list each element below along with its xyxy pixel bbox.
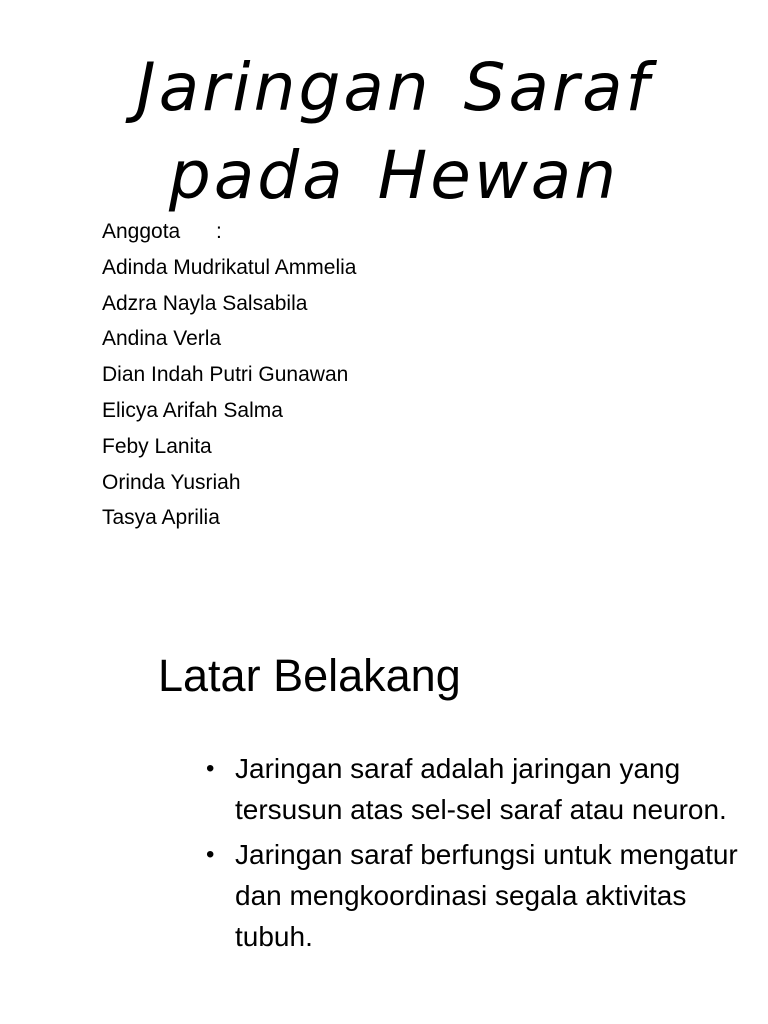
bullet-text: Jaringan saraf adalah jaringan yang tersusun atas sel-sel saraf atau neuron.	[235, 753, 727, 825]
member-item: Orinda Yusriah	[102, 470, 241, 494]
member-item: Elicya Arifah Salma	[102, 398, 283, 422]
member-item: Feby Lanita	[102, 434, 212, 458]
bullet-text: Jaringan saraf berfungsi untuk mengatur dan mengkoordinasi segala aktivitas tubuh.	[235, 839, 738, 952]
member-item: Dian Indah Putri Gunawan	[102, 363, 349, 387]
bullet-dot-icon: •	[206, 841, 215, 868]
bullet-list	[206, 748, 746, 961]
bullet-item	[206, 748, 746, 830]
title-line-2: pada Hewan	[168, 137, 620, 214]
member-item: Andina Verla	[102, 327, 222, 351]
member-item: Adinda Mudrikatul Ammelia	[102, 255, 357, 279]
slide-background	[0, 560, 768, 1024]
bullet-dot-icon: •	[206, 755, 215, 782]
member-list-heading	[102, 214, 356, 250]
member-list-colon: :	[216, 220, 222, 243]
member-item: Adzra Nayla Salsabila	[102, 291, 308, 315]
member-list	[102, 214, 356, 536]
slide-title-heading	[0, 44, 768, 220]
section-title: Latar Belakang	[158, 650, 461, 701]
member-item: Tasya Aprilia	[102, 506, 220, 530]
title-line-1: Jaringan Saraf	[136, 49, 652, 126]
member-list-label: Anggota	[102, 220, 181, 243]
bullet-item	[206, 834, 746, 957]
